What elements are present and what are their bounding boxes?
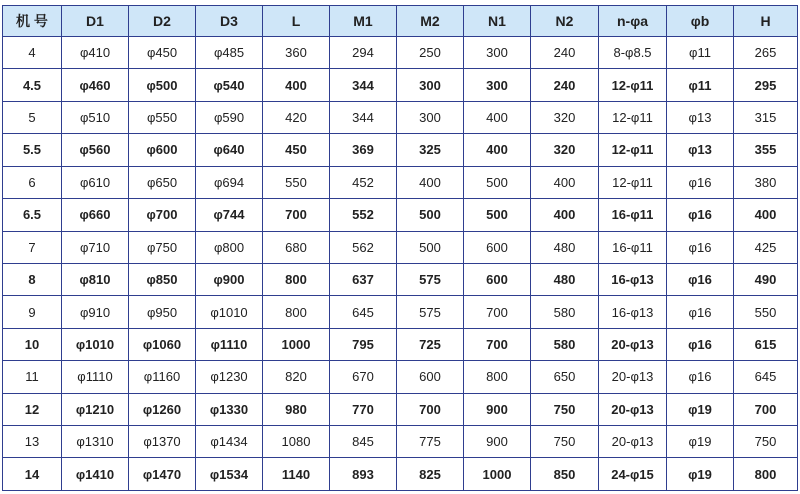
table-row bbox=[3, 263, 798, 295]
table-cell: 700 bbox=[464, 296, 531, 328]
table-cell: φ16 bbox=[667, 296, 734, 328]
column-header: D1 bbox=[62, 6, 129, 37]
table-cell: φ550 bbox=[129, 101, 196, 133]
table-row bbox=[3, 458, 798, 491]
table-cell: 20-φ13 bbox=[599, 426, 667, 458]
table-cell: φ460 bbox=[62, 69, 129, 101]
table-cell: φ19 bbox=[667, 426, 734, 458]
table-row bbox=[3, 166, 798, 198]
table-cell: φ850 bbox=[129, 263, 196, 295]
table-cell: 650 bbox=[531, 361, 599, 393]
table-cell: φ16 bbox=[667, 263, 734, 295]
table-cell: 637 bbox=[330, 263, 397, 295]
spec-table bbox=[2, 5, 798, 491]
table-cell: 16-φ11 bbox=[599, 231, 667, 263]
table-row bbox=[3, 426, 798, 458]
table-row bbox=[3, 231, 798, 263]
table-cell: φ950 bbox=[129, 296, 196, 328]
table-cell: φ900 bbox=[196, 263, 263, 295]
table-cell: 240 bbox=[531, 37, 599, 69]
table-cell: φ485 bbox=[196, 37, 263, 69]
model-number-cell: 13 bbox=[3, 426, 62, 458]
table-cell: 800 bbox=[263, 263, 330, 295]
table-cell: φ600 bbox=[129, 134, 196, 166]
table-cell: 369 bbox=[330, 134, 397, 166]
table-cell: 770 bbox=[330, 393, 397, 425]
table-row bbox=[3, 296, 798, 328]
table-cell: 600 bbox=[464, 263, 531, 295]
table-cell: 700 bbox=[263, 199, 330, 231]
table-cell: 16-φ11 bbox=[599, 199, 667, 231]
table-cell: 500 bbox=[397, 231, 464, 263]
table-cell: 490 bbox=[734, 263, 798, 295]
table-cell: φ510 bbox=[62, 101, 129, 133]
table-cell: 344 bbox=[330, 69, 397, 101]
column-header: M2 bbox=[397, 6, 464, 37]
column-header: n-φa bbox=[599, 6, 667, 37]
table-cell: 265 bbox=[734, 37, 798, 69]
table-cell: φ19 bbox=[667, 393, 734, 425]
table-cell: 800 bbox=[263, 296, 330, 328]
table-cell: 725 bbox=[397, 328, 464, 360]
table-cell: 893 bbox=[330, 458, 397, 491]
table-cell: 700 bbox=[397, 393, 464, 425]
table-cell: φ700 bbox=[129, 199, 196, 231]
table-cell: 500 bbox=[397, 199, 464, 231]
column-header: φb bbox=[667, 6, 734, 37]
table-cell: φ1434 bbox=[196, 426, 263, 458]
table-cell: φ710 bbox=[62, 231, 129, 263]
model-number-cell: 10 bbox=[3, 328, 62, 360]
table-cell: 400 bbox=[531, 199, 599, 231]
table-cell: 1000 bbox=[263, 328, 330, 360]
table-cell: 600 bbox=[397, 361, 464, 393]
column-header: N2 bbox=[531, 6, 599, 37]
table-cell: 1140 bbox=[263, 458, 330, 491]
table-cell: φ640 bbox=[196, 134, 263, 166]
table-cell: φ13 bbox=[667, 134, 734, 166]
model-number-cell: 8 bbox=[3, 263, 62, 295]
table-cell: 1000 bbox=[464, 458, 531, 491]
table-cell: φ1370 bbox=[129, 426, 196, 458]
table-cell: 552 bbox=[330, 199, 397, 231]
table-cell: 480 bbox=[531, 263, 599, 295]
table-cell: 980 bbox=[263, 393, 330, 425]
table-cell: 775 bbox=[397, 426, 464, 458]
table-cell: 380 bbox=[734, 166, 798, 198]
table-cell: 325 bbox=[397, 134, 464, 166]
table-cell: φ11 bbox=[667, 37, 734, 69]
table-cell: φ610 bbox=[62, 166, 129, 198]
table-cell: 500 bbox=[464, 166, 531, 198]
table-cell: 615 bbox=[734, 328, 798, 360]
table-cell: 8-φ8.5 bbox=[599, 37, 667, 69]
table-cell: 800 bbox=[464, 361, 531, 393]
column-header: H bbox=[734, 6, 798, 37]
table-cell: 20-φ13 bbox=[599, 328, 667, 360]
model-number-cell: 5 bbox=[3, 101, 62, 133]
model-number-cell: 6 bbox=[3, 166, 62, 198]
table-cell: φ1060 bbox=[129, 328, 196, 360]
table-cell: 20-φ13 bbox=[599, 393, 667, 425]
table-cell: φ1470 bbox=[129, 458, 196, 491]
table-cell: 250 bbox=[397, 37, 464, 69]
table-header bbox=[3, 6, 798, 37]
table-cell: φ750 bbox=[129, 231, 196, 263]
model-number-cell: 7 bbox=[3, 231, 62, 263]
table-cell: 580 bbox=[531, 328, 599, 360]
header-row bbox=[3, 6, 798, 37]
model-number-cell: 11 bbox=[3, 361, 62, 393]
table-cell: φ1230 bbox=[196, 361, 263, 393]
table-cell: φ694 bbox=[196, 166, 263, 198]
table-cell: φ16 bbox=[667, 328, 734, 360]
table-cell: φ1160 bbox=[129, 361, 196, 393]
table-cell: 550 bbox=[263, 166, 330, 198]
table-cell: 750 bbox=[531, 393, 599, 425]
table-cell: 12-φ11 bbox=[599, 166, 667, 198]
table-cell: 16-φ13 bbox=[599, 263, 667, 295]
table-cell: φ1210 bbox=[62, 393, 129, 425]
table-cell: 670 bbox=[330, 361, 397, 393]
table-cell: 12-φ11 bbox=[599, 134, 667, 166]
table-cell: φ1310 bbox=[62, 426, 129, 458]
table-cell: φ16 bbox=[667, 199, 734, 231]
table-cell: 850 bbox=[531, 458, 599, 491]
table-body bbox=[3, 37, 798, 491]
table-cell: 320 bbox=[531, 134, 599, 166]
table-cell: φ540 bbox=[196, 69, 263, 101]
table-cell: 580 bbox=[531, 296, 599, 328]
table-cell: 562 bbox=[330, 231, 397, 263]
table-cell: 400 bbox=[397, 166, 464, 198]
table-cell: 450 bbox=[263, 134, 330, 166]
table-cell: 575 bbox=[397, 263, 464, 295]
table-row bbox=[3, 134, 798, 166]
table-cell: 16-φ13 bbox=[599, 296, 667, 328]
table-cell: 600 bbox=[464, 231, 531, 263]
table-cell: φ1260 bbox=[129, 393, 196, 425]
table-row bbox=[3, 393, 798, 425]
table-cell: 300 bbox=[397, 101, 464, 133]
table-cell: φ410 bbox=[62, 37, 129, 69]
table-cell: 294 bbox=[330, 37, 397, 69]
table-cell: φ810 bbox=[62, 263, 129, 295]
table-cell: 845 bbox=[330, 426, 397, 458]
table-cell: 240 bbox=[531, 69, 599, 101]
table-cell: 360 bbox=[263, 37, 330, 69]
column-header: D3 bbox=[196, 6, 263, 37]
table-cell: 315 bbox=[734, 101, 798, 133]
table-cell: 24-φ15 bbox=[599, 458, 667, 491]
table-cell: 300 bbox=[464, 37, 531, 69]
model-number-cell: 9 bbox=[3, 296, 62, 328]
table-cell: 12-φ11 bbox=[599, 69, 667, 101]
table-cell: φ744 bbox=[196, 199, 263, 231]
table-cell: φ450 bbox=[129, 37, 196, 69]
table-cell: φ11 bbox=[667, 69, 734, 101]
table-cell: 645 bbox=[734, 361, 798, 393]
table-cell: 355 bbox=[734, 134, 798, 166]
table-cell: 700 bbox=[464, 328, 531, 360]
table-cell: 420 bbox=[263, 101, 330, 133]
table-cell: 900 bbox=[464, 393, 531, 425]
table-cell: φ16 bbox=[667, 361, 734, 393]
table-cell: 795 bbox=[330, 328, 397, 360]
table-cell: φ19 bbox=[667, 458, 734, 491]
table-row bbox=[3, 328, 798, 360]
table-row bbox=[3, 37, 798, 69]
table-cell: 750 bbox=[734, 426, 798, 458]
table-cell: 400 bbox=[734, 199, 798, 231]
table-cell: 820 bbox=[263, 361, 330, 393]
table-cell: 295 bbox=[734, 69, 798, 101]
table-row bbox=[3, 101, 798, 133]
table-cell: 20-φ13 bbox=[599, 361, 667, 393]
table-cell: 400 bbox=[531, 166, 599, 198]
table-cell: 645 bbox=[330, 296, 397, 328]
table-cell: 825 bbox=[397, 458, 464, 491]
column-header: L bbox=[263, 6, 330, 37]
table-cell: φ660 bbox=[62, 199, 129, 231]
model-number-cell: 5.5 bbox=[3, 134, 62, 166]
column-header: N1 bbox=[464, 6, 531, 37]
table-row bbox=[3, 69, 798, 101]
table-cell: φ1534 bbox=[196, 458, 263, 491]
table-cell: 700 bbox=[734, 393, 798, 425]
column-header: D2 bbox=[129, 6, 196, 37]
table-cell: 425 bbox=[734, 231, 798, 263]
table-row bbox=[3, 361, 798, 393]
table-cell: φ1010 bbox=[196, 296, 263, 328]
model-number-cell: 6.5 bbox=[3, 199, 62, 231]
table-cell: 300 bbox=[397, 69, 464, 101]
table-cell: φ1110 bbox=[196, 328, 263, 360]
table-cell: φ16 bbox=[667, 231, 734, 263]
table-cell: 550 bbox=[734, 296, 798, 328]
table-cell: φ500 bbox=[129, 69, 196, 101]
table-cell: 900 bbox=[464, 426, 531, 458]
table-cell: 680 bbox=[263, 231, 330, 263]
table-cell: φ1410 bbox=[62, 458, 129, 491]
table-cell: φ13 bbox=[667, 101, 734, 133]
model-number-cell: 4.5 bbox=[3, 69, 62, 101]
table-cell: φ910 bbox=[62, 296, 129, 328]
column-header: 机 号 bbox=[3, 6, 62, 37]
table-cell: φ800 bbox=[196, 231, 263, 263]
table-cell: φ1110 bbox=[62, 361, 129, 393]
model-number-cell: 14 bbox=[3, 458, 62, 491]
table-cell: 12-φ11 bbox=[599, 101, 667, 133]
table-cell: φ1330 bbox=[196, 393, 263, 425]
table-cell: 320 bbox=[531, 101, 599, 133]
table-cell: 300 bbox=[464, 69, 531, 101]
table-cell: φ590 bbox=[196, 101, 263, 133]
table-cell: 575 bbox=[397, 296, 464, 328]
table-cell: φ16 bbox=[667, 166, 734, 198]
table-cell: φ650 bbox=[129, 166, 196, 198]
model-number-cell: 12 bbox=[3, 393, 62, 425]
table-cell: φ560 bbox=[62, 134, 129, 166]
table-cell: 400 bbox=[464, 101, 531, 133]
table-cell: 480 bbox=[531, 231, 599, 263]
table-cell: 400 bbox=[464, 134, 531, 166]
column-header: M1 bbox=[330, 6, 397, 37]
table-cell: 750 bbox=[531, 426, 599, 458]
table-cell: 344 bbox=[330, 101, 397, 133]
table-row bbox=[3, 199, 798, 231]
model-number-cell: 4 bbox=[3, 37, 62, 69]
table-cell: 800 bbox=[734, 458, 798, 491]
spec-table-container bbox=[2, 5, 797, 491]
table-cell: φ1010 bbox=[62, 328, 129, 360]
table-cell: 452 bbox=[330, 166, 397, 198]
table-cell: 1080 bbox=[263, 426, 330, 458]
table-cell: 400 bbox=[263, 69, 330, 101]
table-cell: 500 bbox=[464, 199, 531, 231]
